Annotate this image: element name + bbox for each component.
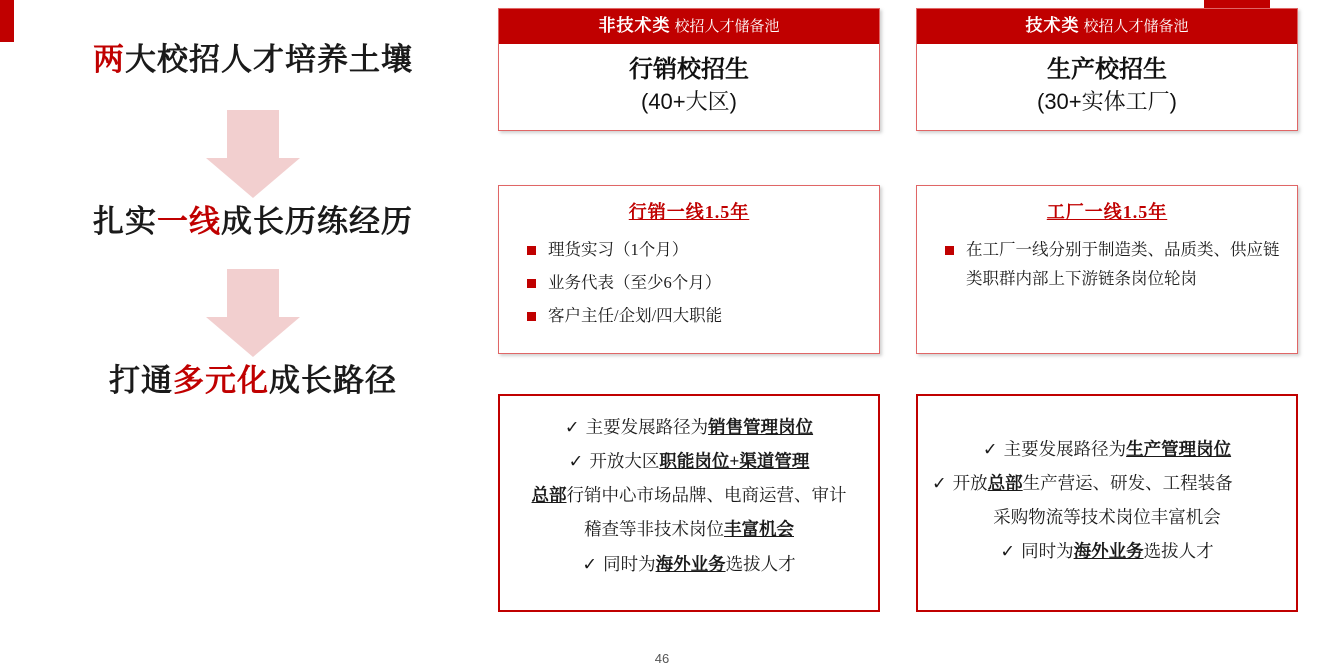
- step-title-2-rest: 成长历练经历: [221, 204, 413, 240]
- path-line-text: 主要发展路径为: [1003, 439, 1127, 460]
- step-title-2-highlight: 一线: [157, 204, 221, 240]
- path-card-nontech: [498, 394, 880, 612]
- square-bullet-icon: [945, 246, 954, 255]
- stage-bullet-text: 客户主任/企划/四大职能: [548, 306, 723, 326]
- down-arrow-2: [38, 265, 468, 361]
- left-steps-column: [38, 40, 468, 401]
- step-title-3-rest: 成长路径: [269, 362, 397, 398]
- pool-title-tech: 生产校招生: [1047, 56, 1167, 84]
- cards-grid: [498, 8, 1298, 612]
- stage-bullet-item: [527, 269, 865, 298]
- decor-top-bar: [1204, 0, 1270, 8]
- path-line: [928, 432, 1286, 466]
- path-line: [928, 466, 1286, 500]
- path-line: [928, 534, 1286, 568]
- stage-title-nontech: 行销一线1.5年: [628, 202, 750, 223]
- pool-card-nontech: [498, 8, 880, 131]
- path-line-text: 主要发展路径为: [585, 417, 709, 438]
- square-bullet-icon: [527, 246, 536, 255]
- stage-bullet-item: [527, 236, 865, 265]
- path-line-emphasis: 丰富机会: [724, 519, 794, 540]
- step-title-2-before: 扎实: [93, 204, 157, 240]
- stage-title-tech: 工厂一线1.5年: [1046, 202, 1168, 223]
- path-line: [510, 444, 868, 478]
- pool-subtitle-nontech: (40+大区): [641, 88, 737, 114]
- page-number: 46: [654, 651, 670, 666]
- square-bullet-icon: [527, 312, 536, 321]
- pool-badge-tech: [917, 9, 1297, 44]
- stage-card-nontech: [498, 185, 880, 354]
- path-line: [510, 410, 868, 444]
- path-line-text: 稽查等非技术岗位: [584, 519, 724, 540]
- stage-row: [498, 185, 1298, 354]
- path-line-text: 选拔人才: [1143, 541, 1214, 562]
- step-title-1: [38, 40, 468, 80]
- check-icon: ✓: [582, 553, 598, 574]
- path-line-text: 同时为: [1021, 541, 1074, 562]
- path-line-emphasis: 职能岗位+渠道管理: [659, 451, 810, 472]
- down-arrow-1: [38, 106, 468, 202]
- pool-title-nontech: 行销校招生: [629, 56, 749, 84]
- path-line-text: 开放大区: [589, 451, 660, 472]
- step-title-2: [38, 202, 468, 242]
- path-line-text: 生产营运、研发、工程装备: [1022, 473, 1233, 494]
- path-line: [928, 500, 1286, 534]
- path-line-emphasis: 销售管理岗位: [708, 417, 814, 438]
- check-icon: ✓: [564, 417, 580, 438]
- decor-left-bar: [0, 0, 14, 42]
- check-icon: ✓: [1000, 541, 1016, 562]
- stage-bullet-text: 在工厂一线分别于制造类、品质类、供应链类职群内部上下游链条岗位轮岗: [966, 240, 1280, 289]
- stage-bullet-item: [945, 236, 1283, 294]
- step-title-3-highlight: 多元化: [173, 362, 269, 398]
- path-line: [510, 547, 868, 581]
- path-line-text: 采购物流等技术岗位丰富机会: [993, 507, 1221, 528]
- check-icon: ✓: [568, 451, 584, 472]
- pool-badge-tech-rest: 校招人才储备池: [1083, 19, 1189, 35]
- step-title-1-highlight: 两: [93, 42, 125, 77]
- check-icon: ✓: [932, 473, 947, 494]
- pool-badge-nontech-rest: 校招人才储备池: [674, 19, 780, 35]
- stage-card-tech: [916, 185, 1298, 354]
- square-bullet-icon: [527, 279, 536, 288]
- path-line-text: 同时为: [603, 553, 656, 574]
- pool-badge-nontech: [499, 9, 879, 44]
- pool-card-tech: [916, 8, 1298, 131]
- check-icon: ✓: [982, 439, 998, 460]
- step-title-1-rest: 大校招人才培养土壤: [125, 42, 413, 77]
- path-line-emphasis: 海外业务: [1073, 541, 1144, 562]
- pool-subtitle-tech: (30+实体工厂): [1037, 88, 1177, 114]
- path-line-emphasis: 总部: [531, 485, 567, 506]
- pool-body-nontech: [499, 44, 879, 130]
- path-line-text: 选拔人才: [725, 553, 796, 574]
- path-row: [498, 394, 1298, 612]
- stage-bullet-item: [527, 302, 865, 331]
- path-line: [510, 512, 868, 546]
- step-title-3: [38, 361, 468, 401]
- pool-row: [498, 8, 1298, 131]
- step-title-3-before: 打通: [109, 362, 173, 398]
- path-line-text: 开放: [952, 473, 988, 494]
- path-line-emphasis: 总部: [987, 473, 1023, 494]
- path-line-text: 行销中心市场品牌、电商运营、审计: [566, 485, 847, 506]
- stage-bullet-text: 业务代表（至少6个月）: [548, 273, 722, 293]
- path-card-tech: [916, 394, 1298, 612]
- pool-body-tech: [917, 44, 1297, 130]
- path-line-emphasis: 生产管理岗位: [1126, 439, 1232, 460]
- path-line-emphasis: 海外业务: [655, 553, 726, 574]
- pool-badge-tech-bold: 技术类: [1025, 16, 1080, 35]
- pool-badge-nontech-bold: 非技术类: [598, 16, 671, 35]
- path-line: [510, 478, 868, 512]
- stage-bullet-text: 理货实习（1个月）: [548, 240, 689, 260]
